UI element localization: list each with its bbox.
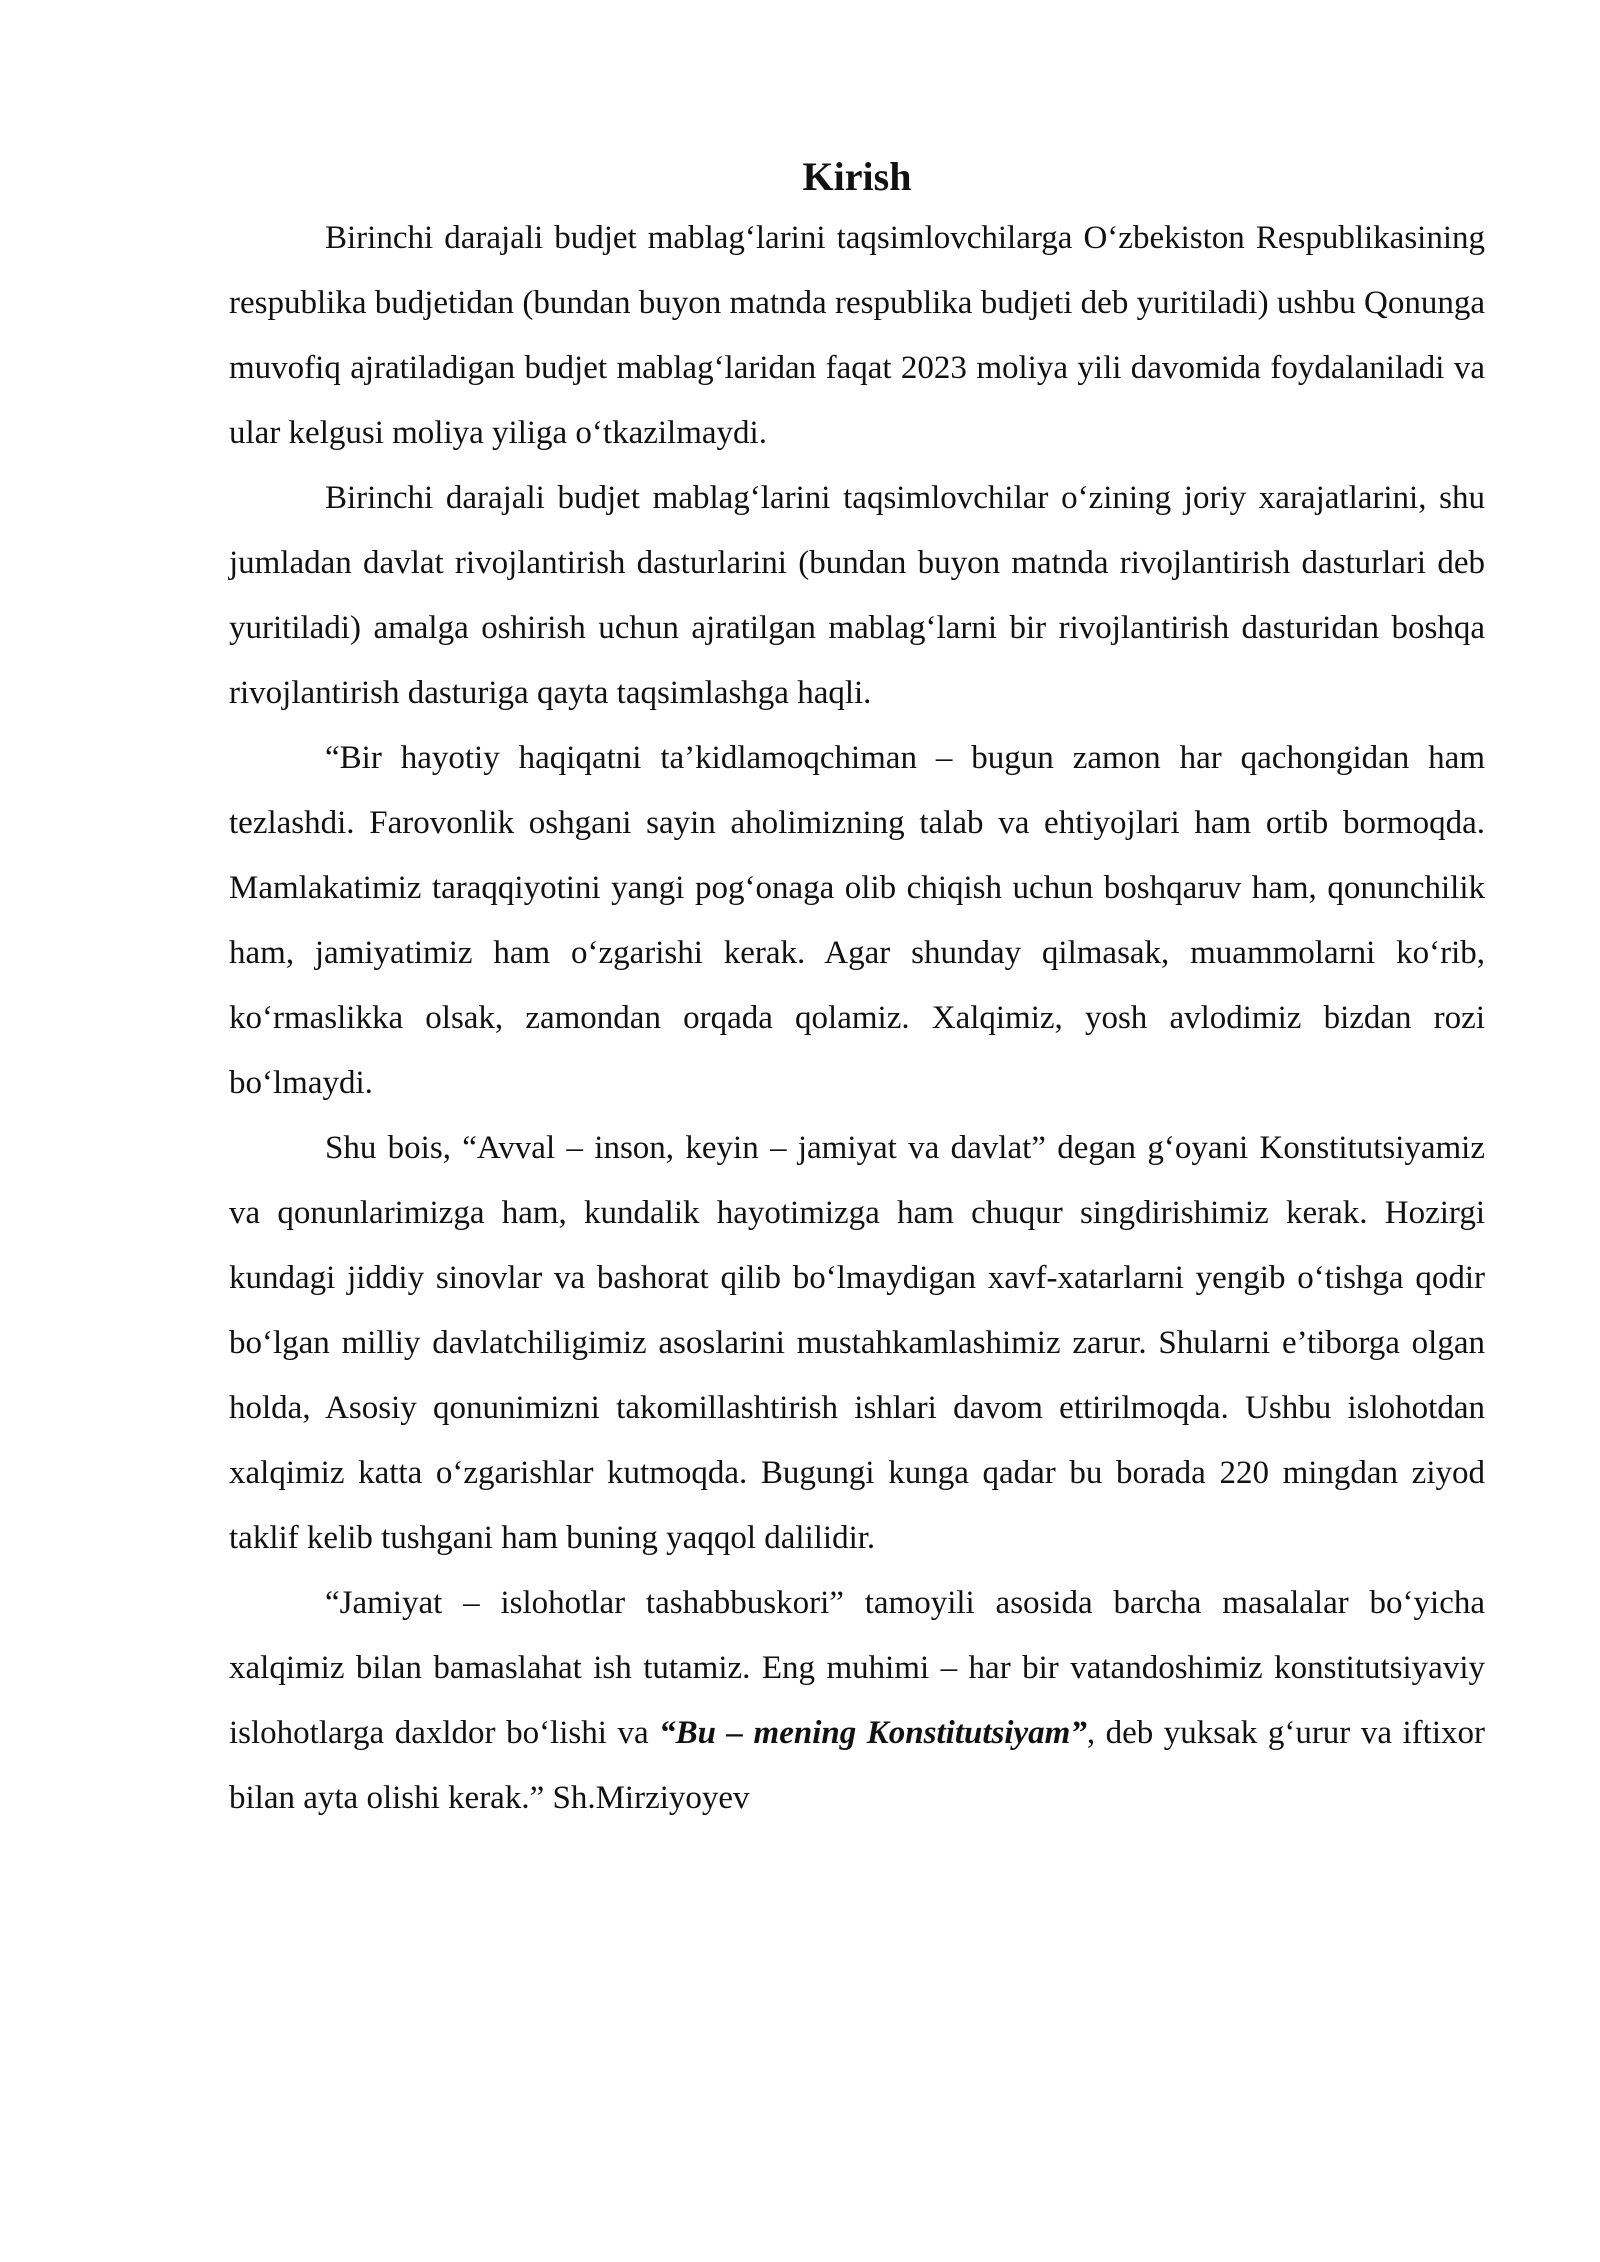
paragraph-constitution: Shu bois, “Avval – inson, keyin – jamiyat va davlat” degan g‘oyani Konstitutsiyamiz va qonunlarimizga ham, kundalik hayotimizga ham chuqur singdirishimiz kerak. Hozirgi kundagi jiddiy sinovlar va bashorat qilib bo‘lmaydigan xavf-xatarlarni yengib o‘tishga qodir bo‘lgan milliy davlatchiligimiz asoslarini mustahkamlashimiz zarur. Shularni e’tiborga olgan holda, Asosiy qonunimizni takomillashtirish ishlari davom ettirilmoqda. Ushbu islohotdan xalqimiz katta o‘zgarishlar kutmoqda. Bugungi kunga qadar bu borada 220 mingdan ziyod taklif kelib tushgani ham buning yaqqol dalilidir. [229, 1130, 1485, 1556]
paragraph-budget-funds: Birinchi darajali budjet mablag‘larini taqsimlovchilarga O‘zbekiston Respublikasining respublika budjetidan (bundan buyon matnda respublika budjeti deb yuritiladi) ushbu Qonunga muvofiq ajratiladigan budjet mablag‘laridan faqat 2023 moliya yili davomida foydalaniladi va ular kelgusi moliya yiliga o‘tkazilmaydi. [229, 220, 1485, 451]
paragraph-final-quote [229, 1571, 1485, 1831]
final-quote-attribution: , deb yuksak g‘urur va iftixor bilan ayta olishi kerak.” Sh.Mirziyoyev [229, 1715, 1485, 1816]
final-quote-text: “Jamiyat – islohotlar tashabbuskori” tamoyili asosida barcha masalalar bo‘yicha xalqimiz bilan bamaslahat ish tutamiz. Eng muhimi – har bir vatandoshimiz konstitutsiyaviy islohotlarga daxldor bo‘lishi va [229, 1585, 1485, 1751]
emphasized-quote: “Bu – mening Konstitutsiyam” [659, 1715, 1087, 1751]
paragraph-redistribution: Birinchi darajali budjet mablag‘larini taqsimlovchilar o‘zining joriy xarajatlarini, shu jumladan davlat rivojlantirish dasturlarini (bundan buyon matnda rivojlantirish dasturlari deb yuritiladi) amalga oshirish uchun ajratilgan mablag‘larni bir rivojlantirish dasturidan boshqa rivojlantirish dasturiga qayta taqsimlashga haqli. [229, 480, 1485, 711]
page-title: Kirish [802, 154, 912, 199]
document-body [229, 148, 1485, 1831]
paragraph-quote-reforms: “Bir hayotiy haqiqatni ta’kidlamoqchiman – bugun zamon har qachongidan ham tezlashdi. Farovonlik oshgani sayin aholimizning talab va ehtiyojlari ham ortib bormoqda. Mamlakatimiz taraqqiyotini yangi pog‘onaga olib chiqish uchun boshqaruv ham, qonunchilik ham, jamiyatimiz ham o‘zgarishi kerak. Agar shunday qilmasak, muammolarni ko‘rib, ko‘rmaslikka olsak, zamondan orqada qolamiz. Xalqimiz, yosh avlodimiz bizdan rozi bo‘lmaydi. [229, 740, 1485, 1101]
